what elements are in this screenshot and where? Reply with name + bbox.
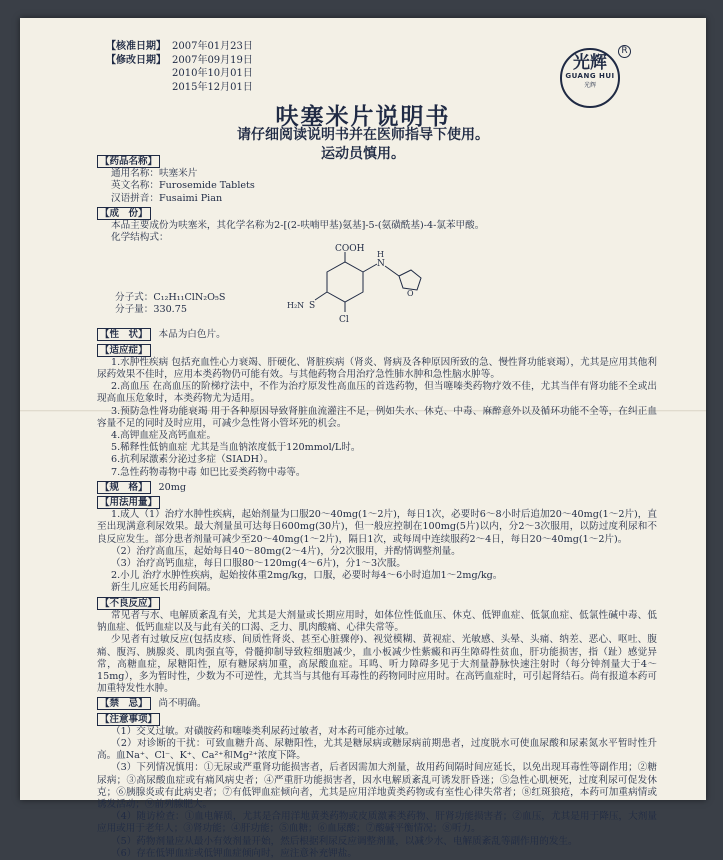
dosage-item: 2.小儿 治疗水肿性疾病，起始按体重2mg/kg，口服，必要时每4～6小时追加1～2mg/kg。 xyxy=(111,570,503,582)
precaution-item: （3）下列情况慎用：①无尿或严重肾功能损害者，后者因需加大剂量，故用药间隔时间应延长，以免出现耳毒性等副作用；②糖尿病；③高尿酸血症或有痛风病史者；④严重肝功能损害者，因水电解质紊乱可诱发肝昏迷；⑤急性心肌梗死，过度利尿可促发休克；⑥胰腺炎或有此病史者；⑦有低钾血症倾向者，尤其是应用洋地黄类药物或有室性心律失常者；⑧红斑狼疮，本药可加重病情或诱发活动；⑨前列腺肥大。 xyxy=(97,762,657,810)
structure-label: 化学结构式： xyxy=(111,232,169,244)
molecular-formula: 分子式：C₁₂H₁₁ClN₂O₅S xyxy=(115,292,226,304)
section-heading-precautions: 【注意事项】 xyxy=(97,713,160,726)
approval-date: 【核准日期】 2007年01月23日 xyxy=(106,41,253,52)
contra-text: 尚不明确。 xyxy=(158,698,207,710)
indication-item: 7.急性药物毒物中毒 如巴比妥类药物中毒等。 xyxy=(111,466,306,478)
formula-block xyxy=(115,292,225,316)
sulfur-label: S xyxy=(309,301,316,312)
pinyin-name: 汉语拼音：Fusaimi Pian xyxy=(111,192,223,204)
registered-mark: R xyxy=(618,45,631,58)
date-block xyxy=(106,40,253,94)
precaution-item: （6）存在低钾血症或低钾血症倾向时，应注意补充钾盐。 xyxy=(111,847,357,859)
cooh-label: COOH xyxy=(335,244,365,255)
revision-date-2: 2010年10月01日 xyxy=(172,68,253,79)
section-heading-adverse: 【不良反应】 xyxy=(97,597,160,610)
revision-date: 【修改日期】 2007年09月19日 xyxy=(106,54,253,66)
section-heading-spec: 【规 格】 xyxy=(97,481,151,494)
indication-item: 1.水肿性疾病 包括充血性心力衰竭、肝硬化、肾脏疾病（肾炎、肾病及各种原因所致的急、慢性肾功能衰竭），尤其是应用其他利尿药效果不佳时，应用本类药物仍可能有效。与其他药物合用治疗急性肺水肿和急性脑水肿等。 xyxy=(97,356,657,381)
dosage-item: 1.成人（1）治疗水肿性疾病，起始剂量为口服20～40mg(1～2片)，每日1次，必要时6～8小时后追加20～40mg(1～2片)，直至出现满意利尿效果。最大剂量虽可达每日600mg(30片)，但一般应控制在100mg(5片)以内，分2～3次服用，以防过度利尿和不良反应发生。部分患者剂量可减少至20～40mg(1～2片)，隔日1次，或每周中连续服药2～4日，每日20～40mg(1～2片)。 xyxy=(97,509,657,545)
chemical-structure-area xyxy=(97,244,657,326)
chemical-structure xyxy=(287,244,457,324)
appearance-row xyxy=(97,326,657,341)
dosage-item: （3）治疗高钙血症，每日口服80～120mg(4～6片)，分1～3次服。 xyxy=(111,558,406,570)
section-heading-composition: 【成 份】 xyxy=(97,207,151,220)
section-heading-appearance: 【性 状】 xyxy=(97,328,151,341)
h-label: H xyxy=(377,250,384,260)
cl-label: Cl xyxy=(339,315,349,326)
appearance-text: 本品为白色片。 xyxy=(158,329,226,341)
indication-item: 2.高血压 在高血压的阶梯疗法中，不作为治疗原发性高血压的首选药物，但当噻嗪类药物疗效不佳，尤其当伴有肾功能不全或出现高血压危象时，本类药物尤为适用。 xyxy=(97,381,657,405)
o-label: O xyxy=(407,289,414,299)
section-heading-dosage: 【用法用量】 xyxy=(97,496,160,509)
page-title: 呋塞米片说明书 xyxy=(275,104,451,130)
leaflet-body xyxy=(97,153,657,860)
adverse-item: 常见者与水、电解质紊乱有关，尤其是大剂量或长期应用时，如体位性低血压、休克、低钾血症、低氯血症、低氯性碱中毒、低钠血症、低钙血症以及与此有关的口渴、乏力、肌肉酸痛、心律失常等。 xyxy=(97,609,657,634)
section-heading-contra: 【禁 忌】 xyxy=(97,697,151,710)
spec-text: 20mg xyxy=(158,481,186,493)
precaution-item: （1）交叉过敏。对磺胺药和噻嗪类利尿药过敏者，对本药可能亦过敏。 xyxy=(111,725,415,737)
leaflet-paper xyxy=(20,18,706,859)
english-name: 英文名称：Furosemide Tablets xyxy=(111,180,255,192)
dosage-item: 新生儿应延长用药间隔。 xyxy=(111,582,217,594)
indication-item: 4.高钾血症及高钙血症。 xyxy=(111,430,217,442)
h2n-label: H₂N xyxy=(287,301,305,311)
nh-label: N xyxy=(377,259,385,270)
section-heading-name: 【药品名称】 xyxy=(97,155,160,168)
spec-row xyxy=(97,479,657,494)
indication-item: 3.预防急性肾功能衰竭 用于各种原因导致肾脏血流灌注不足，例如失水、休克、中毒、麻醉意外以及循环功能不全等，在纠正血容量不足的同时及时应用，可减少急性肾小管坏死的机会。 xyxy=(97,405,657,429)
precaution-item: （4）随访检查：①血电解质，尤其是合用洋地黄类药物或皮质激素类药物、肝肾功能损害者；②血压，尤其是用于降压，大剂量应用或用于老年人；③肾功能；④肝功能；⑤血糖；⑥血尿酸；⑦酸碱平衡情况；⑧听力。 xyxy=(97,811,657,835)
molecular-weight: 分子量：330.75 xyxy=(115,304,187,316)
indication-item: 5.稀释性低钠血症 尤其是当血钠浓度低于120mmol/L时。 xyxy=(111,442,361,454)
revision-date-3: 2015年12月01日 xyxy=(172,81,253,93)
subtitle: 请仔细阅读说明书并在医师指导下使用。 运动员慎用。 xyxy=(237,127,489,162)
precaution-item: （5）药物剂量应从最小有效剂量开始，然后根据利尿反应调整剂量，以减少水、电解质紊乱等副作用的发生。 xyxy=(111,835,578,847)
contra-row xyxy=(97,695,657,710)
dosage-item: （2）治疗高血压，起始每日40～80mg(2～4片)，分2次服用，并酌情调整剂量。 xyxy=(111,545,461,557)
indication-item: 6.抗利尿激素分泌过多症（SIADH）。 xyxy=(111,454,274,466)
section-heading-indications: 【适应症】 xyxy=(97,344,151,357)
composition-text: 本品主要成份为呋塞米，其化学名称为2-[(2-呋喃甲基)氨基]-5-(氨磺酰基)-4-氯苯甲酸。 xyxy=(111,220,485,232)
precaution-item: （2）对诊断的干扰：可致血糖升高、尿糖阳性，尤其是糖尿病或糖尿病前期患者，过度脱水可使血尿酸和尿素氮水平暂时性升高。血Na⁺、Cl⁻、K⁺、Ca²⁺和Mg²⁺浓度下降。 xyxy=(97,737,657,762)
brand-logo: 光辉 GUANG HUI 光辉 xyxy=(560,48,620,108)
generic-name: 通用名称：呋塞米片 xyxy=(111,168,198,180)
adverse-item: 少见者有过敏反应(包括皮疹、间质性肾炎、甚至心脏骤停)、视觉模糊、黄视症、光敏感、头晕、头痛、纳差、恶心、呕吐、腹痛、腹泻、胰腺炎、肌肉强直等，骨髓抑制导致粒细胞减少，血小板减少性紫癜和再生障碍性贫血，肝功能损害，指（趾）感觉异常，高糖血症，尿糖阳性，原有糖尿病加重，高尿酸血症。耳鸣、听力障碍多见于大剂量静脉快速注射时（每分钟剂量大于4～15mg），多为暂时性，少数为不可逆性，尤其当与其他有耳毒性的药物同时应用时。在高钙血症时，可引起肾结石。尚有报道本药可加重特发性水肿。 xyxy=(97,634,657,695)
